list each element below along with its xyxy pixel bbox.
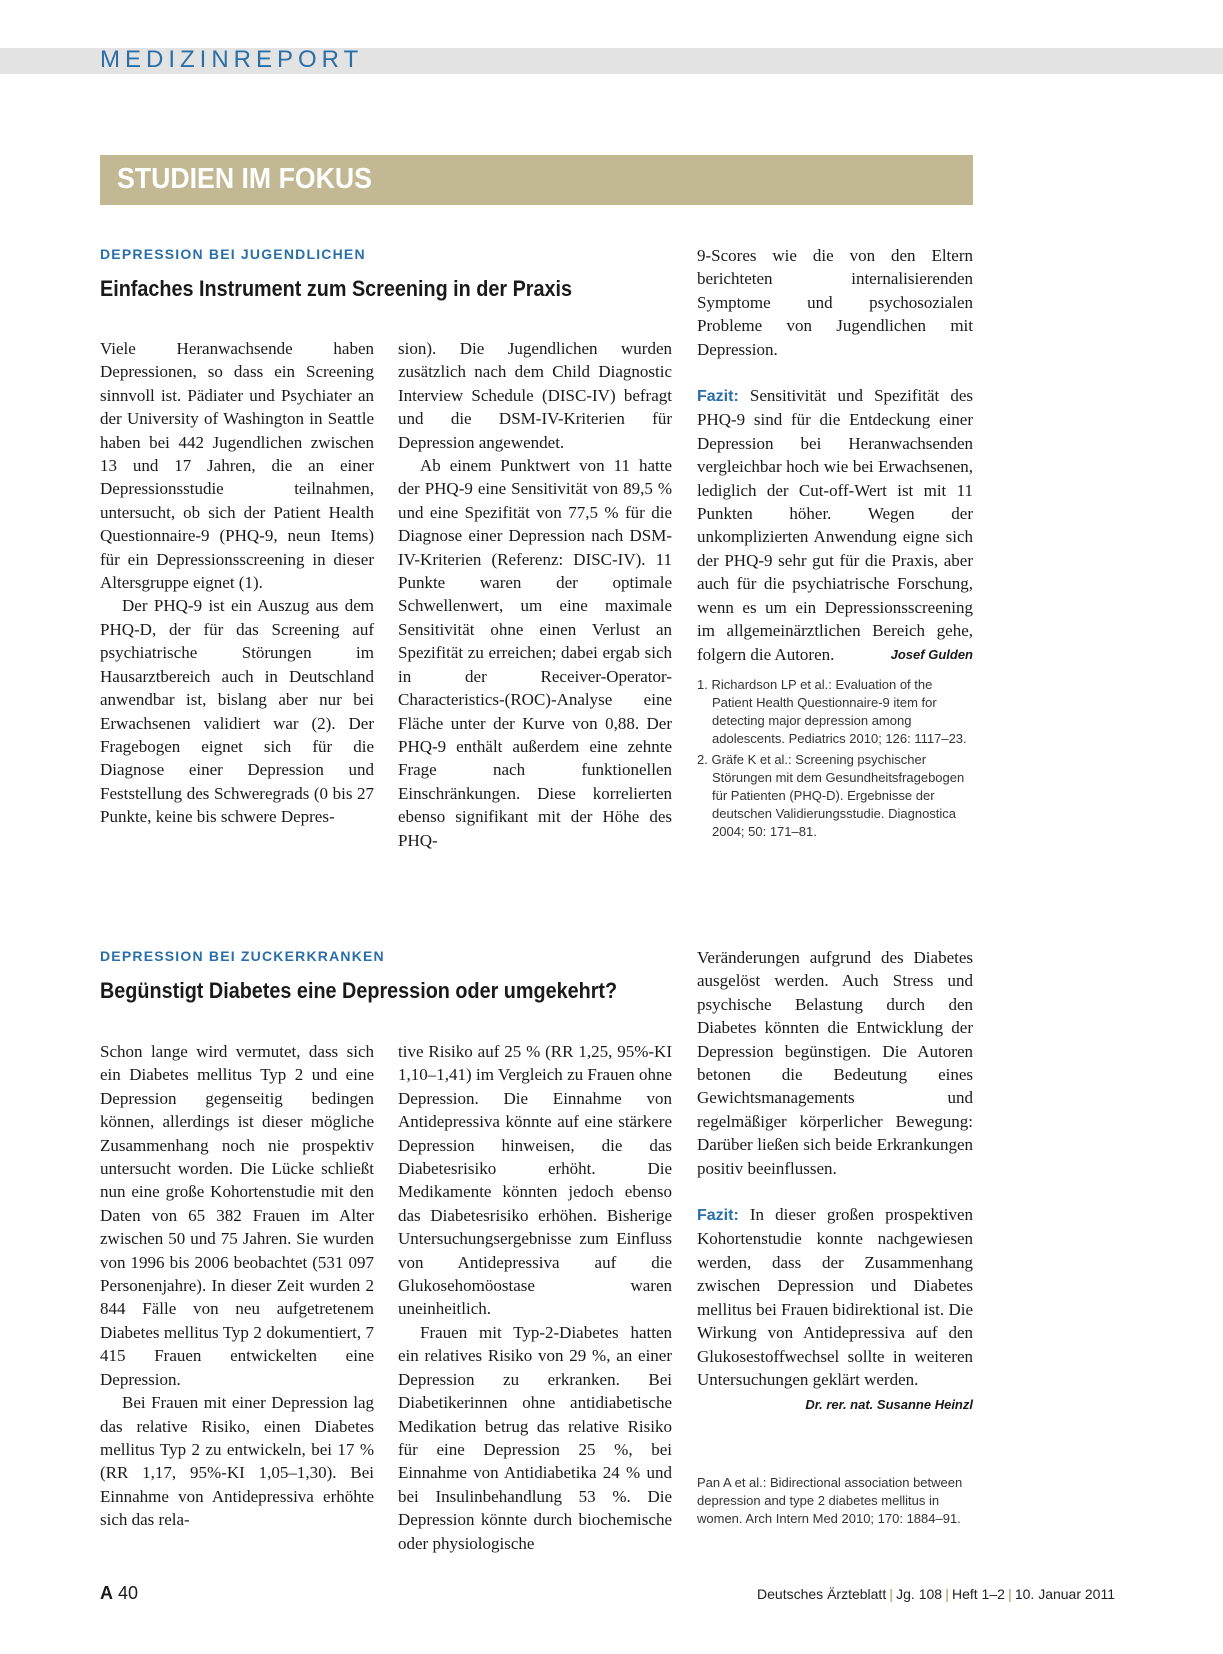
- reference-item: 2. Gräfe K et al.: Screening psychischer Störungen mit dem Gesundheitsfragebogen für Patienten (PHQ-D). Ergebnisse der deutschen Validierungsstudie. Diagnostica 2004; 50: 171–81.: [697, 752, 965, 839]
- separator: |: [945, 1586, 949, 1602]
- separator: |: [889, 1586, 894, 1602]
- article1-column-1: [100, 337, 374, 829]
- page-prefix: A: [100, 1583, 113, 1603]
- paragraph: Der PHQ-9 ist ein Auszug aus dem PHQ-D, der für das Screening auf psychiatrische Störungen im Hausarztbereich auch in Deutschland anwendbar ist, bislang aber nur bei Erwachsenen validiert war (2). Der Fragebogen eignet sich für die Diagnose einer Depression und Feststellung des Schweregrads (0 bis 27 Punkte, keine bis schwere Depres-: [100, 596, 374, 827]
- journal-issue: Heft 1–2: [951, 1586, 1005, 1602]
- fazit-text: In dieser großen prospektiven Kohortenstudie konnte nachgewiesen werden, dass der Zusammenhang zwischen Depression und Diabetes mellitus bei Frauen bidirektional ist. Die Wirkung von Antidepressiva auf den Glukosestoffwechsel sollte in weiteren Untersuchungen geklärt werden.: [697, 1205, 973, 1389]
- journal-volume: Jg. 108: [896, 1586, 943, 1602]
- paragraph: 9-Scores wie die von den Eltern berichteten internalisierenden Symptome und psychosozialen Probleme von Jugendlichen mit Depression.: [697, 246, 973, 359]
- article1-column-2: [398, 337, 672, 852]
- separator: |: [1007, 1586, 1012, 1602]
- article2-headline: Begünstigt Diabetes eine Depression oder umgekehrt?: [100, 978, 618, 1003]
- article1-headline: Einfaches Instrument zum Screening in der Praxis: [100, 276, 573, 301]
- fazit-paragraph: [697, 384, 973, 666]
- author: Dr. rer. nat. Susanne Heinzl: [805, 1397, 973, 1413]
- paragraph: Frauen mit Typ-2-Diabetes hatten ein relatives Risiko von 29 %, an einer Depression zu erkranken. Bei Diabetikerinnen ohne antidiabetische Medikation betrug das relative Risiko für eine Depression 25 %, bei Einnahme von Antidiabetika 24 % und bei Insulinbehandlung 53 %. Die Depression könnte durch biochemische oder physiologische: [398, 1322, 672, 1553]
- journal-date: 10. Januar 2011: [1014, 1586, 1115, 1602]
- article1-kicker: DEPRESSION BEI JUGENDLICHEN: [100, 246, 366, 262]
- section-label: MEDIZINREPORT: [100, 46, 364, 73]
- page-number: [100, 1583, 138, 1604]
- paragraph: Viele Heranwachsende haben Depressionen, so dass ein Screening sinnvoll ist. Pädiater und Psychiater an der University of Washington in Seattle haben bei 442 Jugendlichen zwischen 13 und 17 Jahren, die an einer Depressionsstudie teilnahmen, untersucht, ob sich der Patient Health Questionnaire-9 (PHQ-9, neun Items) für ein Depressionsscreening in dieser Altersgruppe eignet (1).: [100, 339, 374, 593]
- article1-references: [697, 676, 973, 844]
- paragraph: Veränderungen aufgrund des Diabetes ausgelöst werden. Auch Stress und psychische Belastung durch den Diabetes könnten die Entwicklung der Depression begünstigen. Die Autoren betonen die Bedeutung eines Gewichtsmanagements und regelmäßiger körperlicher Bewegung: Darüber ließen sich beide Erkrankungen positiv beeinflussen.: [697, 948, 973, 1178]
- page-number-value: 40: [118, 1583, 139, 1603]
- article2-column-2: [398, 1040, 672, 1555]
- article2-column-1: [100, 1040, 374, 1532]
- paragraph: tive Risiko auf 25 % (RR 1,25, 95%-KI 1,10–1,41) im Vergleich zu Frauen ohne Depression. Die Einnahme von Antidepressiva könnte auf eine stärkere Depression hinweisen, die das Diabetesrisiko erhöht. Die Medikamente könnten jedoch ebenso das Diabetesrisiko erhöhen. Bisherige Untersuchungsergebnisse zum Einfluss von Antidepressiva auf die Glukosehomöostase waren uneinheitlich.: [398, 1042, 672, 1319]
- article2-references: [697, 1474, 973, 1528]
- paragraph: Ab einem Punktwert von 11 hatte der PHQ-9 eine Sensitivität von 89,5 % und eine Spezifität von 77,5 % für die Diagnose einer Depression nach DSM-IV-Kriterien (Referenz: DISC-IV). 11 Punkte waren der optimale Schwellenwert, um eine maximale Sensitivität ohne einen Verlust an Spezifität zu erreichen; dabei ergab sich in der Receiver-Operator-Characteristics-(ROC)-Analyse eine Fläche unter der Kurve von 0,88. Der PHQ-9 enthält außerdem eine zehnte Frage nach funktionellen Einschränkungen. Diese korrelierten ebenso signifikant mit der Höhe des PHQ-: [398, 456, 672, 850]
- article2-column-3: [697, 946, 973, 1417]
- reference-item: Pan A et al.: Bidirectional association between depression and type 2 diabetes mellitus in women. Arch Intern Med 2010; 170: 1884–91.: [697, 1475, 963, 1526]
- reference-item: 1. Richardson LP et al.: Evaluation of the Patient Health Questionnaire-9 item for detecting major depression among adolescents. Pediatrics 2010; 126: 1117–23.: [697, 677, 967, 746]
- article1-column-3: [697, 244, 973, 666]
- paragraph: Bei Frauen mit einer Depression lag das relative Risiko, einen Diabetes mellitus Typ 2 zu entwickeln, bei 17 % (RR 1,17, 95%-KI 1,05–1,30). Bei Einnahme von Antidepressiva erhöhte sich das rela-: [100, 1393, 374, 1530]
- banner-title: STUDIEN IM FOKUS: [117, 163, 372, 195]
- paragraph: Schon lange wird vermutet, dass sich ein Diabetes mellitus Typ 2 und eine Depression gegenseitig bedingen können, allerdings ist dieser mögliche Zusammenhang noch nie prospektiv untersucht worden. Die Lücke schließt nun eine große Kohortenstudie mit den Daten von 65 382 Frauen im Alter zwischen 50 und 75 Jahren. Sie wurden von 1996 bis 2006 beobachtet (531 097 Personenjahre). In dieser Zeit wurden 2 844 Fälle von neu aufgetretenem Diabetes mellitus Typ 2 dokumentiert, 7 415 Frauen entwickelten eine Depression.: [100, 1042, 374, 1389]
- footer-citation: [757, 1586, 1115, 1602]
- fazit-paragraph: [697, 1203, 973, 1391]
- author: Josef Gulden: [890, 646, 973, 662]
- fazit-label: Fazit:: [697, 1207, 739, 1225]
- paragraph: sion). Die Jugendlichen wurden zusätzlich nach dem Child Diagnostic Interview Schedule (DISC-IV) befragt und die DSM-IV-Kriterien für Depression angewendet.: [398, 339, 672, 452]
- section-banner: [100, 155, 973, 205]
- article2-kicker: DEPRESSION BEI ZUCKERKRANKEN: [100, 948, 385, 964]
- journal-name: Deutsches Ärzteblatt: [757, 1586, 887, 1602]
- fazit-label: Fazit:: [697, 388, 739, 406]
- fazit-text: Sensitivität und Spezifität des PHQ-9 sind für die Entdeckung einer Depression bei Heranwachsenden vergleichbar hoch wie bei Erwachsenen, lediglich der Cut-off-Wert ist mit 11 Punkten höher. Wegen der unkomplizierten Anwendung eigne sich der PHQ-9 sehr gut für die Praxis, aber auch für die psychiatrische Forschung, wenn es um ein Depressionsscreening im allgemeinärztlichen Bereich gehe, folgern die Autoren.: [697, 386, 973, 664]
